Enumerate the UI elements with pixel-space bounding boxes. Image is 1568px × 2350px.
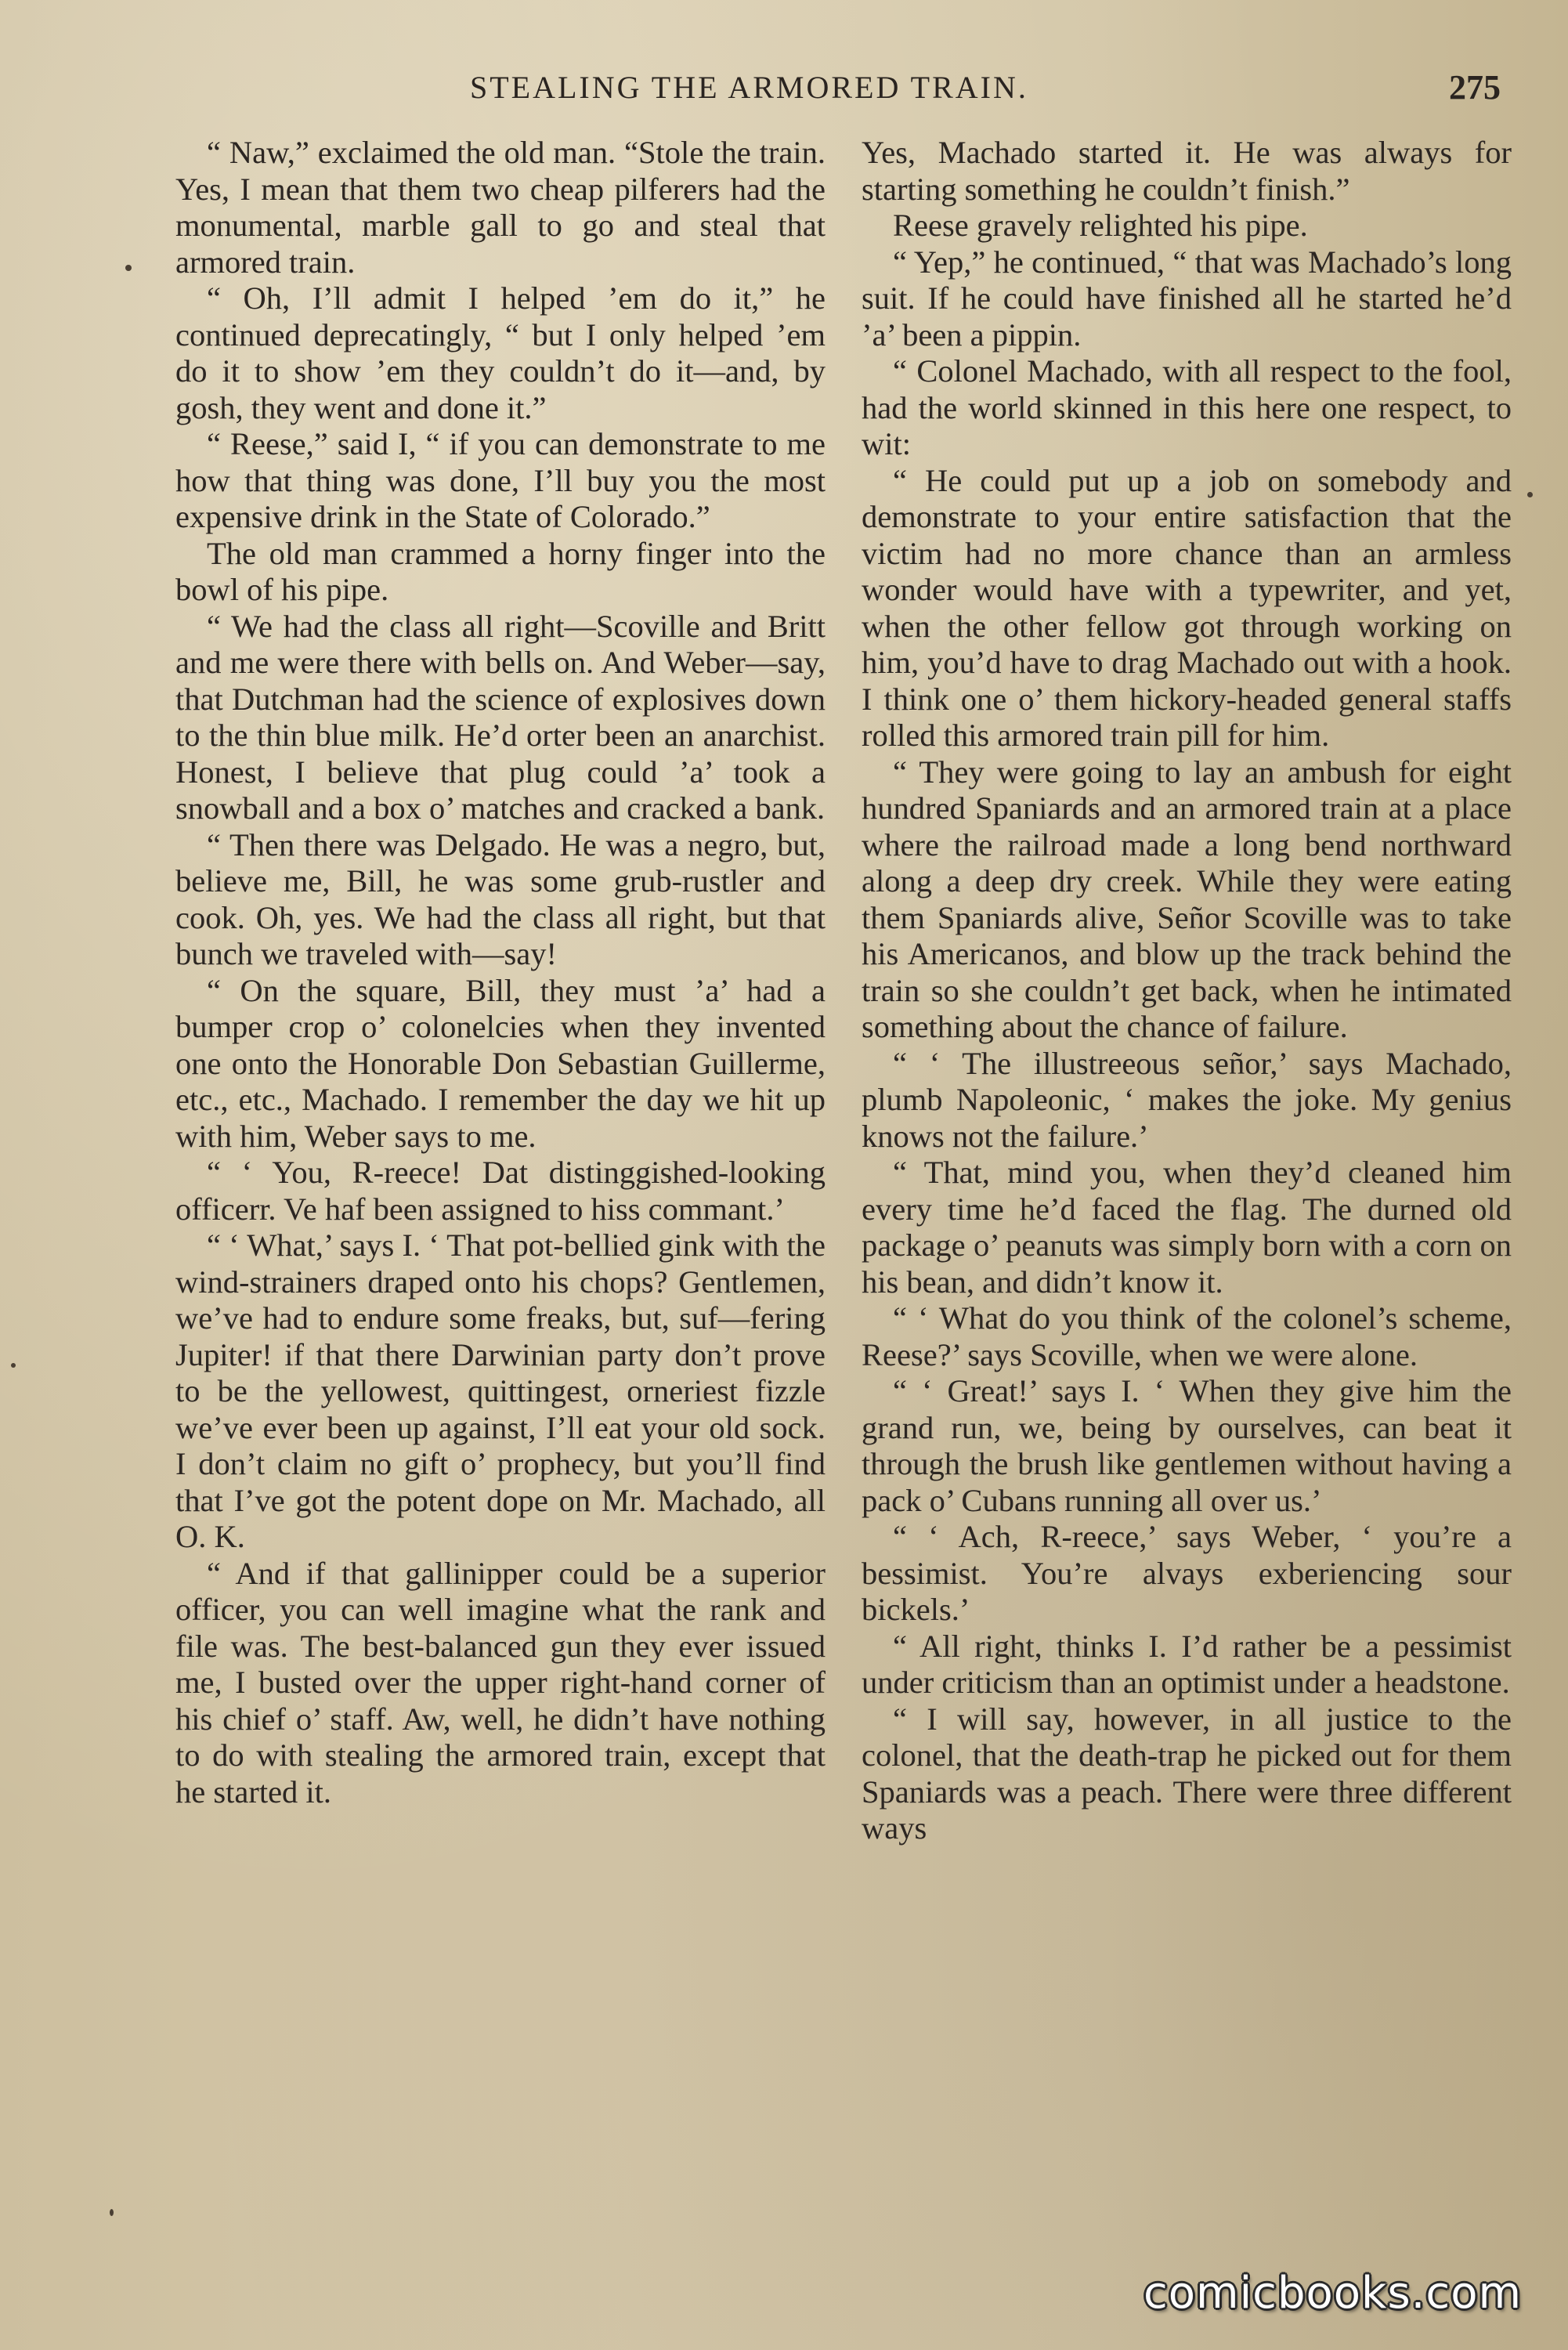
paragraph: “ We had the class all right—Scoville and Britt and me were there with bells on. And Weber—say, that Dutchman had the science of explosives down to the thin blue milk. He’d orter been an anarchist. Honest, I believe that plug could ’a’ took a snowball and a box o’ matches and cracked a bank. [175,608,826,826]
paragraph: “ ‘ What,’ says I. ‘ That pot-bellied gink with the wind-strainers draped onto his chops? Gentlemen, we’ve had to endure some freaks, but, suf—fering Jupiter! if that there Darwinian party don’t prove to be the yellowest, quittingest, orneriest fizzle we’ve ever been up against, I’ll eat your old sock. I don’t claim no gift o’ prophecy, but you’ll find that I’ve got the potent dope on Mr. Machado, all O. K. [175,1227,826,1554]
paragraph: “ I will say, however, in all justice to the colonel, that the death-trap he picked out for them Spaniards was a peach. There were three different ways [862,1701,1512,1846]
paper-speck [11,1363,16,1368]
paragraph: “ Colonel Machado, with all respect to the fool, had the world skinned in this here one respect, to wit: [862,353,1512,461]
running-title: STEALING THE ARMORED TRAIN. [470,70,1028,105]
paragraph: “ On the square, Bill, they must ’a’ had a bumper crop o’ colonelcies when they invented one onto the Honorable Don Sebastian Guillerme, etc., etc., Machado. I remember the day we hit up with him, Weber says to me. [175,972,826,1154]
paragraph: “ Yep,” he continued, “ that was Machado’s long suit. If he could have finished all he started he’d ’a’ been a pippin. [862,244,1512,352]
paragraph: “ Oh, I’ll admit I helped ’em do it,” he continued deprecatingly, “ but I only helped ’em do it to show ’em they couldn’t do it—and, by gosh, they went and done it.” [175,280,826,425]
paragraph: “ Naw,” exclaimed the old man. “Stole the train. Yes, I mean that them two cheap pilferers had the monumental, marble gall to go and steal that armored train. [175,135,826,280]
paragraph: The old man crammed a horny finger into the bowl of his pipe. [175,535,826,607]
paragraph: “ All right, thinks I. I’d rather be a pessimist under criticism than an optimist under a headstone. [862,1628,1512,1700]
paragraph: “ ‘ You, R-reece! Dat distinggished-looking officerr. Ve haf been assigned to hiss commant.’ [175,1155,826,1227]
left-column [175,135,826,1810]
paragraph: Yes, Machado started it. He was always for starting something he couldn’t finish.” [862,135,1512,207]
running-head [0,69,1568,116]
paragraph: “ They were going to lay an ambush for eight hundred Spaniards and an armored train at a place where the railroad made a long bend northward along a deep dry creek. While they were eating them Spaniards alive, Señor Scoville was to take his Americanos, and blow up the track behind the train so she couldn’t get back, when he intimated something about the chance of failure. [862,754,1512,1044]
paragraph: “ Reese,” said I, “ if you can demonstrate to me how that thing was done, I’ll buy you the most expensive drink in the State of Colorado.” [175,426,826,534]
paper-speck [125,265,132,271]
paragraph: “ Then there was Delgado. He was a negro, but, believe me, Bill, he was some grub-rustler and cook. Oh, yes. We had the class all right, but that bunch we traveled with—say! [175,826,826,971]
paragraph: “ ‘ Great!’ says I. ‘ When they give him the grand run, we, being by ourselves, can beat it through the brush like gentlemen without having a pack o’ Cubans running all over us.’ [862,1373,1512,1518]
paper-speck [110,2209,114,2216]
paragraph: “ He could put up a job on somebody and demonstrate to your entire satisfaction that the victim had no more chance than an armless wonder would have with a typewriter, and yet, when the other fellow got through working on him, you’d have to drag Machado out with a hook. I think one o’ them hickory-headed general staffs rolled this armored train pill for him. [862,462,1512,753]
site-watermark: comicbooks.com [1143,2268,1523,2319]
paper-speck [1527,492,1533,497]
paragraph: Reese gravely relighted his pipe. [893,208,1308,243]
paragraph: “ That, mind you, when they’d cleaned him every time he’d faced the flag. The durned old package o’ peanuts was simply born with a corn on his bean, and didn’t know it. [862,1155,1512,1300]
paragraph: “ And if that gallinipper could be a superior officer, you can well imagine what the rank and file was. The best-balanced gun they ever issued me, I busted over the upper right-hand corner of his chief o’ staff. Aw, well, he didn’t have nothing to do with stealing the armored train, except that he started it. [175,1555,826,1810]
paragraph: “ ‘ Ach, R-reece,’ says Weber, ‘ you’re a bessimist. You’re alvays exberiencing sour bickels.’ [862,1519,1512,1627]
paragraph: “ ‘ What do you think of the colonel’s scheme, Reese?’ says Scoville, when we were alone. [862,1300,1512,1372]
paragraph: “ ‘ The illustreeous señor,’ says Machado, plumb Napoleonic, ‘ makes the joke. My genius knows not the failure.’ [862,1045,1512,1154]
right-column [862,135,1512,1847]
page-number: 275 [1449,68,1501,107]
